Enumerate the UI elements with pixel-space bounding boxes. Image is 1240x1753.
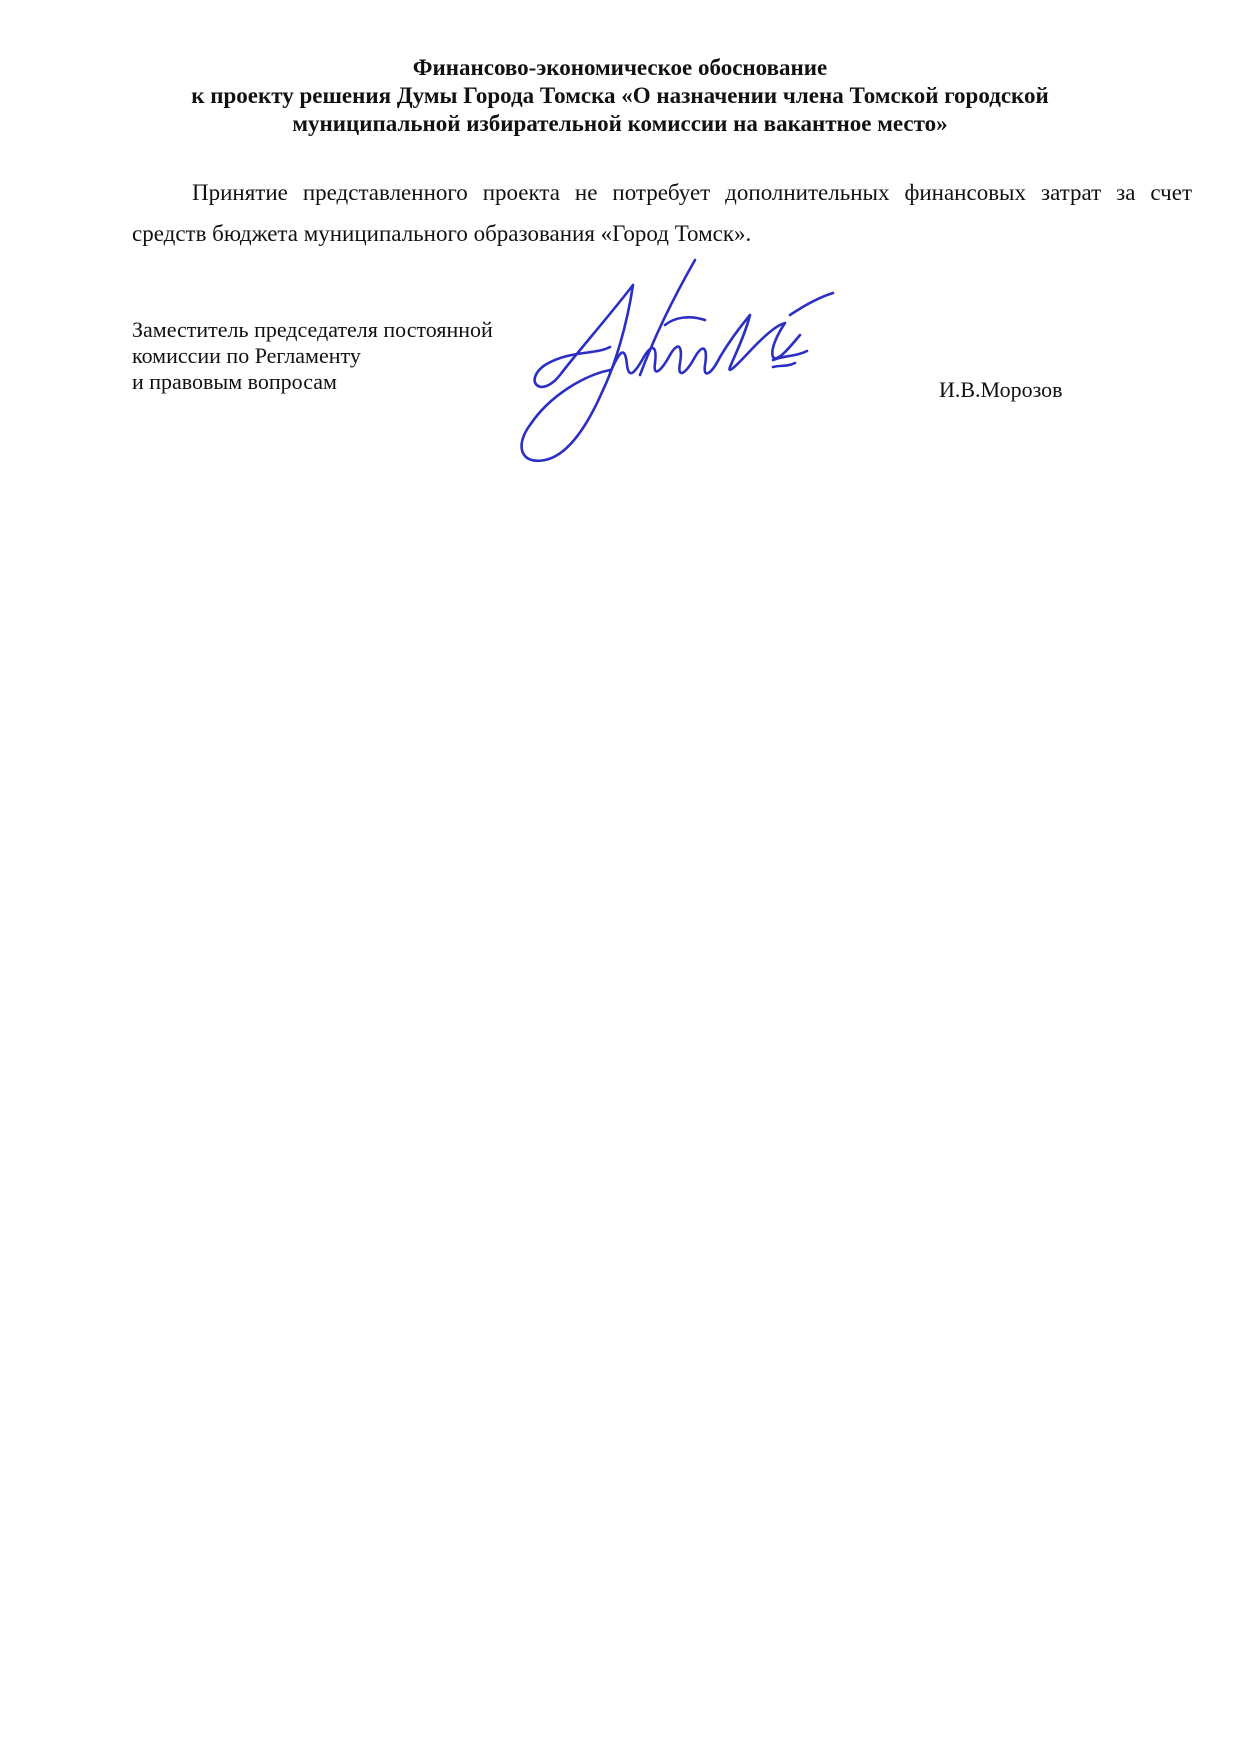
signatory-name: И.В.Морозов [939, 377, 1063, 402]
title-line-2: к проекту решения Думы Города Томска «О назначении члена Томской городской [191, 83, 1049, 108]
signatory-title-line-3: и правовым вопросам [132, 369, 337, 394]
signatory-title-line-1: Заместитель председателя постоянной [132, 317, 493, 342]
body-line-2: средств бюджета муниципального образования «Город Томск». [132, 221, 752, 246]
title-line-3: муниципальной избирательной комиссии на вакантное место» [292, 111, 948, 136]
document-title [0, 54, 1240, 138]
signatory-title [132, 317, 493, 395]
body-paragraph [132, 172, 1192, 254]
title-line-1: Финансово-экономическое обоснование [412, 55, 828, 80]
handwritten-signature-icon [515, 255, 855, 470]
body-line-1: Принятие представленного проекта не потребует дополнительных финансовых затрат за счет [192, 180, 1192, 205]
signatory-title-line-2: комиссии по Регламенту [132, 343, 361, 368]
